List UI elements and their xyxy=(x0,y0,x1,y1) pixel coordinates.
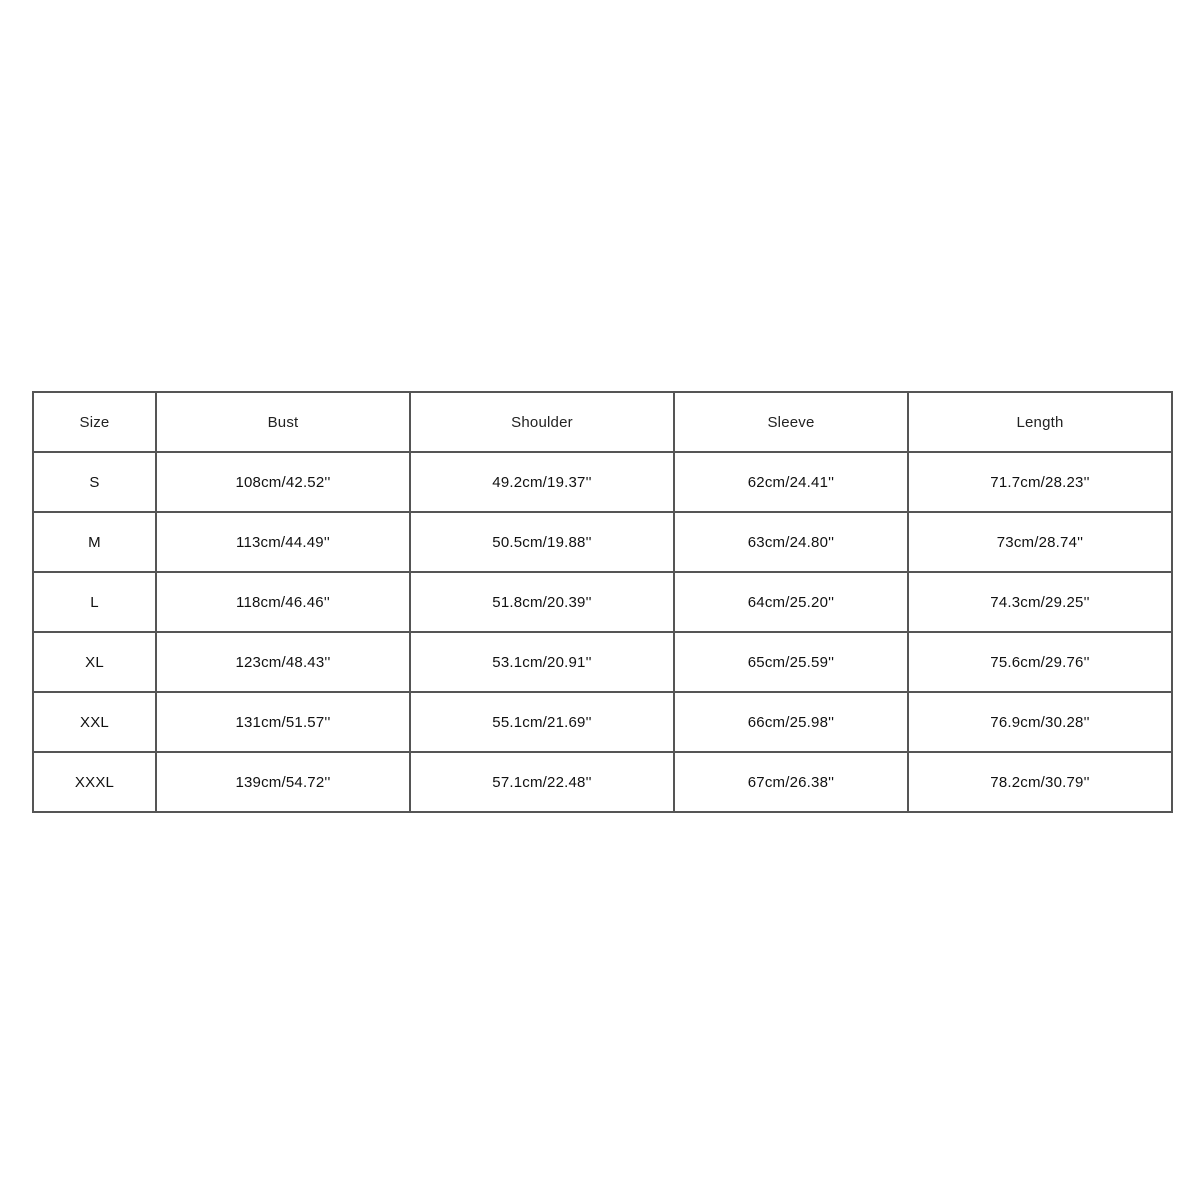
table-row xyxy=(33,752,1172,812)
header-bust: Bust xyxy=(156,392,410,452)
cell-sleeve: 64cm/25.20'' xyxy=(674,572,908,632)
cell-sleeve: 63cm/24.80'' xyxy=(674,512,908,572)
cell-length: 74.3cm/29.25'' xyxy=(908,572,1172,632)
cell-size: S xyxy=(33,452,156,512)
cell-shoulder: 49.2cm/19.37'' xyxy=(410,452,674,512)
cell-shoulder: 57.1cm/22.48'' xyxy=(410,752,674,812)
cell-sleeve: 67cm/26.38'' xyxy=(674,752,908,812)
cell-size: XXXL xyxy=(33,752,156,812)
cell-bust: 123cm/48.43'' xyxy=(156,632,410,692)
table-row xyxy=(33,512,1172,572)
table-row xyxy=(33,452,1172,512)
header-sleeve: Sleeve xyxy=(674,392,908,452)
cell-size: L xyxy=(33,572,156,632)
size-chart-table xyxy=(32,391,1173,813)
cell-length: 75.6cm/29.76'' xyxy=(908,632,1172,692)
cell-size: XL xyxy=(33,632,156,692)
cell-length: 73cm/28.74'' xyxy=(908,512,1172,572)
cell-shoulder: 51.8cm/20.39'' xyxy=(410,572,674,632)
cell-bust: 131cm/51.57'' xyxy=(156,692,410,752)
header-row xyxy=(33,392,1172,452)
cell-bust: 118cm/46.46'' xyxy=(156,572,410,632)
cell-length: 71.7cm/28.23'' xyxy=(908,452,1172,512)
table-row xyxy=(33,632,1172,692)
cell-shoulder: 53.1cm/20.91'' xyxy=(410,632,674,692)
header-size: Size xyxy=(33,392,156,452)
table-row xyxy=(33,692,1172,752)
cell-shoulder: 50.5cm/19.88'' xyxy=(410,512,674,572)
cell-size: M xyxy=(33,512,156,572)
cell-sleeve: 62cm/24.41'' xyxy=(674,452,908,512)
cell-length: 76.9cm/30.28'' xyxy=(908,692,1172,752)
cell-size: XXL xyxy=(33,692,156,752)
cell-bust: 113cm/44.49'' xyxy=(156,512,410,572)
cell-length: 78.2cm/30.79'' xyxy=(908,752,1172,812)
cell-bust: 108cm/42.52'' xyxy=(156,452,410,512)
header-length: Length xyxy=(908,392,1172,452)
cell-sleeve: 65cm/25.59'' xyxy=(674,632,908,692)
cell-shoulder: 55.1cm/21.69'' xyxy=(410,692,674,752)
header-shoulder: Shoulder xyxy=(410,392,674,452)
table-row xyxy=(33,572,1172,632)
cell-sleeve: 66cm/25.98'' xyxy=(674,692,908,752)
cell-bust: 139cm/54.72'' xyxy=(156,752,410,812)
